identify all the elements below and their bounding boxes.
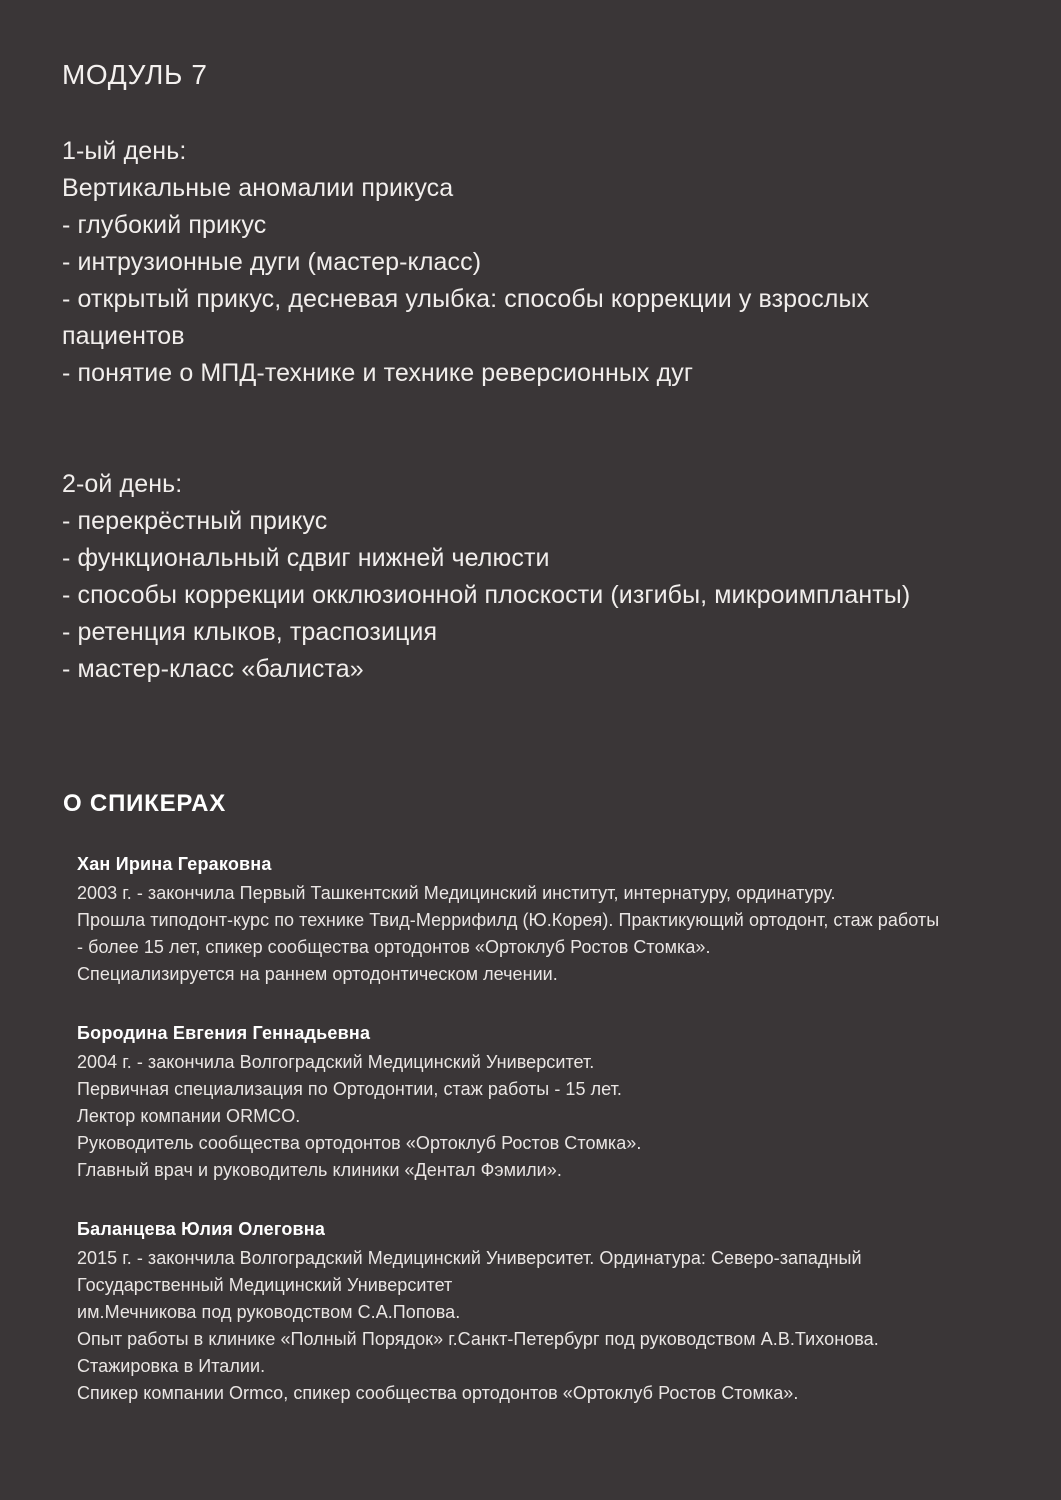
program-day-block [62, 466, 962, 688]
program-item: - ретенция клыков, траспозиция [62, 618, 438, 646]
speaker-bio-line: Руководитель сообщества ортодонтов «Ортоклуб Ростов Стомка». [77, 1133, 642, 1153]
speaker-bio-line: Опыт работы в клинике «Полный Порядок» г.Санкт-Петербург под руководством А.В.Тихонова. [77, 1329, 879, 1349]
speaker-name: Баланцева Юлия Олеговна [77, 1219, 326, 1239]
speaker-bio-line: Лектор компании ORMCO. [77, 1106, 301, 1126]
speaker-bio-line: Специализируется на раннем ортодонтическом лечении. [77, 964, 558, 984]
speaker-bio-line: Спикер компании Ormco, спикер сообщества ортодонтов «Ортоклуб Ростов Стомка». [77, 1383, 799, 1403]
program-day-label: 2-ой день: [62, 470, 183, 498]
speaker-bio-line: 2015 г. - закончила Волгоградский Медицинский Университет. Ординатура: Северо-западный Государственный Медицинский Университет [77, 1248, 862, 1295]
speaker-bio-line: Прошла типодонт-курс по технике Твид-Меррифилд (Ю.Корея). Практикующий ортодонт, стаж работы - более 15 лет, спикер сообщества ортодонтов «Ортоклуб Ростов Стомка». [77, 910, 940, 957]
speaker-block [77, 1020, 945, 1184]
program-item: - перекрёстный прикус [62, 507, 328, 535]
speaker-bio-line: Стажировка в Италии. [77, 1356, 266, 1376]
speaker-block [77, 1216, 945, 1407]
program-item: - открытый прикус, десневая улыбка: способы коррекции у взрослых пациентов [62, 285, 870, 350]
speaker-bio-line: Главный врач и руководитель клиники «Дентал Фэмили». [77, 1160, 562, 1180]
speaker-name: Хан Ирина Гераковна [77, 854, 272, 874]
program-day-label: 1-ый день: [62, 137, 187, 165]
program-item: - понятие о МПД-технике и технике реверсионных дуг [62, 359, 694, 387]
speaker-bio-line: 2003 г. - закончила Первый Ташкентский Медицинский институт, интернатуру, ординатуру. [77, 883, 836, 903]
program-item: - интрузионные дуги (мастер-класс) [62, 248, 482, 276]
program-day-block [62, 133, 962, 392]
program-item: - глубокий прикус [62, 211, 267, 239]
program-item: - мастер-класс «балиста» [62, 655, 364, 683]
speaker-bio-line: Первичная специализация по Ортодонтии, стаж работы - 15 лет. [77, 1079, 622, 1099]
speaker-block [77, 851, 945, 988]
program-item: Вертикальные аномалии прикуса [62, 174, 454, 202]
program-item: - способы коррекции окклюзионной плоскости (изгибы, микроимпланты) [62, 581, 911, 609]
program-item: - функциональный сдвиг нижней челюсти [62, 544, 550, 572]
speaker-name: Бородина Евгения Геннадьевна [77, 1023, 371, 1043]
program-section [62, 133, 962, 688]
speakers-section [77, 851, 945, 1407]
speakers-heading: О СПИКЕРАХ [63, 790, 227, 817]
speaker-bio-line: 2004 г. - закончила Волгоградский Медицинский Университет. [77, 1052, 595, 1072]
speaker-bio-line: им.Мечникова под руководством С.А.Попова. [77, 1302, 461, 1322]
page-title: МОДУЛЬ 7 [62, 59, 208, 90]
